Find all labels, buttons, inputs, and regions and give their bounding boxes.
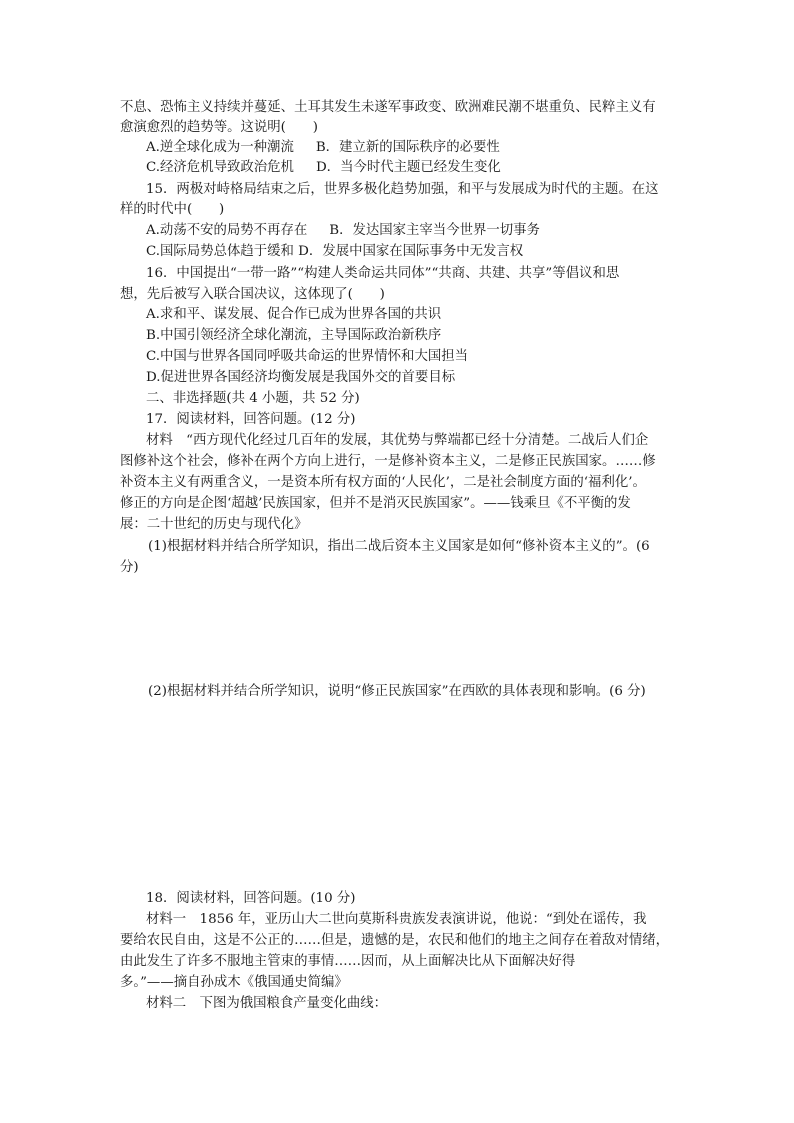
q17-material-line5: 展：二十世纪的历史与现代化》 bbox=[120, 517, 308, 532]
q15-option-b: B．发达国家主宰当今世界一切事务 bbox=[329, 223, 540, 238]
q17-material-line1: 材料 “西方现代化经过几百年的发展，其优势与弊端都已经十分清楚。二战后人们企 bbox=[146, 433, 649, 448]
q14-options-ab bbox=[146, 138, 500, 157]
q16-option-c: C.中国与世界各国同呼吸共命运的世界情怀和大国担当 bbox=[146, 349, 469, 364]
q14-stem-line1: 不息、恐怖主义持续并蔓延、土耳其发生未遂军事政变、欧洲难民潮不堪重负、民粹主义有 bbox=[120, 100, 656, 115]
q15-options-cd: C.国际局势总体趋于缓和 D．发展中国家在国际事务中无发言权 bbox=[146, 244, 524, 259]
q17-sub1-line2: 分) bbox=[120, 560, 139, 575]
q16-option-d: D.促进世界各国经济均衡发展是我国外交的首要目标 bbox=[146, 370, 456, 385]
q14-option-b: B．建立新的国际秩序的必要性 bbox=[315, 140, 500, 155]
section-heading: 二、非选择题(共 4 小题，共 52 分) bbox=[146, 391, 360, 406]
q17-material-line2: 图修补这个社会，修补在两个方向上进行，一是修补资本主义，二是修正民族国家。……修 bbox=[120, 454, 656, 469]
q16-option-a: A.求和平、谋发展、促合作已成为世界各国的共识 bbox=[146, 307, 442, 322]
q17-title: 17．阅读材料，回答问题。(12 分) bbox=[146, 412, 356, 427]
q15-stem-line1: 15．两极对峙格局结束之后，世界多极化趋势加强，和平与发展成为时代的主题。在这 bbox=[146, 182, 659, 197]
q18-title: 18．阅读材料，回答问题。(10 分) bbox=[146, 891, 356, 906]
q18-material1-line4: 多。”——摘自孙成木《俄国通史简编》 bbox=[120, 975, 348, 990]
q15-options-ab bbox=[146, 221, 540, 240]
q18-material1-line1: 材料一 1856 年，亚历山大二世向莫斯科贵族发表演讲说，他说：“到处在谣传，我 bbox=[146, 912, 647, 927]
q18-material1-line2: 要给农民自由，这是不公正的……但是，遗憾的是，农民和他们的地主之间存在着敌对情绪， bbox=[120, 933, 670, 948]
q18-material1-line3: 由此发生了许多不服地主管束的事情……因而，从上面解决比从下面解决好得 bbox=[120, 954, 576, 969]
q17-material-line4: 修正的方向是企图‘超越’民族国家，但并不是消灭民族国家”。——钱乘旦《不平衡的发 bbox=[120, 496, 631, 511]
q14-option-a: A.逆全球化成为一种潮流 bbox=[146, 140, 294, 155]
q14-option-c: C.经济危机导致政治危机 bbox=[146, 160, 294, 175]
q18-material2-intro: 材料二 下图为俄国粮食产量变化曲线： bbox=[146, 996, 388, 1011]
q17-sub1-line1: (1)根据材料并结合所学知识，指出二战后资本主义国家是如何“修补资本主义的”。(6 bbox=[148, 539, 650, 554]
q14-options-cd bbox=[146, 158, 501, 177]
q17-sub2: (2)根据材料并结合所学知识，说明“修正民族国家”在西欧的具体表现和影响。(6 分) bbox=[148, 684, 646, 699]
q17-material-line3: 补资本主义有两重含义，一是资本所有权方面的‘人民化’，二是社会制度方面的‘福利化’。 bbox=[120, 475, 646, 490]
q14-stem-line2: 愈演愈烈的趋势等。这说明( ) bbox=[120, 120, 318, 135]
q16-option-b: B.中国引领经济全球化潮流，主导国际政治新秩序 bbox=[146, 328, 442, 343]
q15-stem-line2: 样的时代中( ) bbox=[120, 202, 225, 217]
q16-stem-line2: 想，先后被写入联合国决议，这体现了( ) bbox=[120, 287, 385, 302]
q15-option-a: A.动荡不安的局势不再存在 bbox=[146, 223, 308, 238]
q16-stem-line1: 16．中国提出“一带一路”“构建人类命运共同体”“共商、共建、共享”等倡议和思 bbox=[146, 266, 620, 281]
q14-option-d: D．当今时代主题已经发生变化 bbox=[315, 160, 501, 175]
